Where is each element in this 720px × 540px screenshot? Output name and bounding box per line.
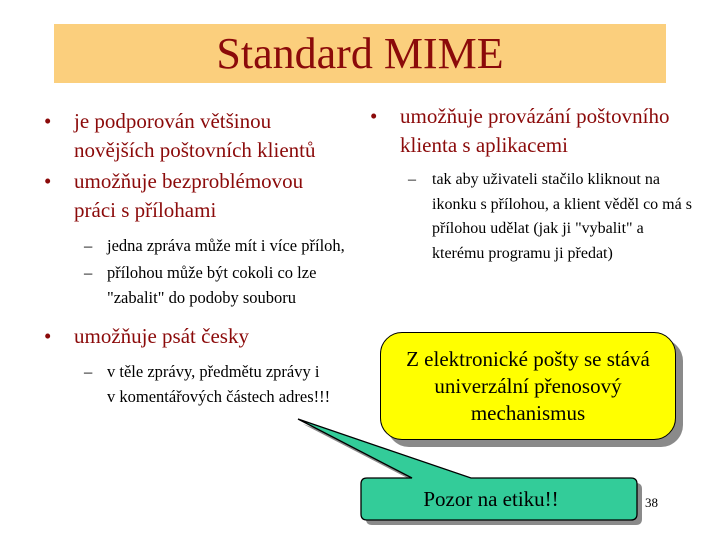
callout-text: Pozor na etiku!! [423, 486, 559, 511]
bullet-text: je podporován většinou novějších poštovních klientů [74, 109, 316, 162]
ethics-callout [362, 480, 620, 518]
sub-bullet-mark: – [84, 362, 93, 381]
bullet-text: umožňuje provázání poštovního klienta s aplikacemi [400, 104, 670, 157]
bullet-mark: • [44, 109, 52, 133]
bullet-mark: • [44, 324, 52, 348]
bullet-mark: • [44, 169, 52, 193]
sub-bullet-text: tak aby uživateli stačilo kliknout na ikonku s přílohou, a klient věděl co má s přílohou udělat (jak ji "vybalit" a kterému programu ji předat) [432, 171, 692, 262]
sub-bullet-mark: – [84, 263, 93, 282]
sub-bullet-text: přílohou může být cokoli co lze "zabalit" do podoby souboru [107, 263, 317, 307]
bullet-mark: • [370, 104, 378, 128]
bullet-text: umožňuje psát česky [74, 324, 249, 348]
slide-title: Standard MIME [216, 28, 504, 78]
page-number: 38 [645, 495, 658, 510]
sub-bullet-mark: – [408, 171, 416, 188]
bubble-text: Z elektronické pošty se stává univerzální přenosový mechanismus [406, 346, 650, 425]
bullet-text: umožňuje bezproblémovou práci s přílohami [74, 169, 304, 222]
universal-mechanism-bubble [380, 332, 676, 440]
sub-bullet-text: jedna zpráva může mít i více příloh, [107, 236, 345, 255]
sub-bullet-mark: – [84, 236, 93, 255]
sub-bullet-text: v těle zprávy, předmětu zprávy i v komentářových částech adres!!! [107, 362, 331, 406]
